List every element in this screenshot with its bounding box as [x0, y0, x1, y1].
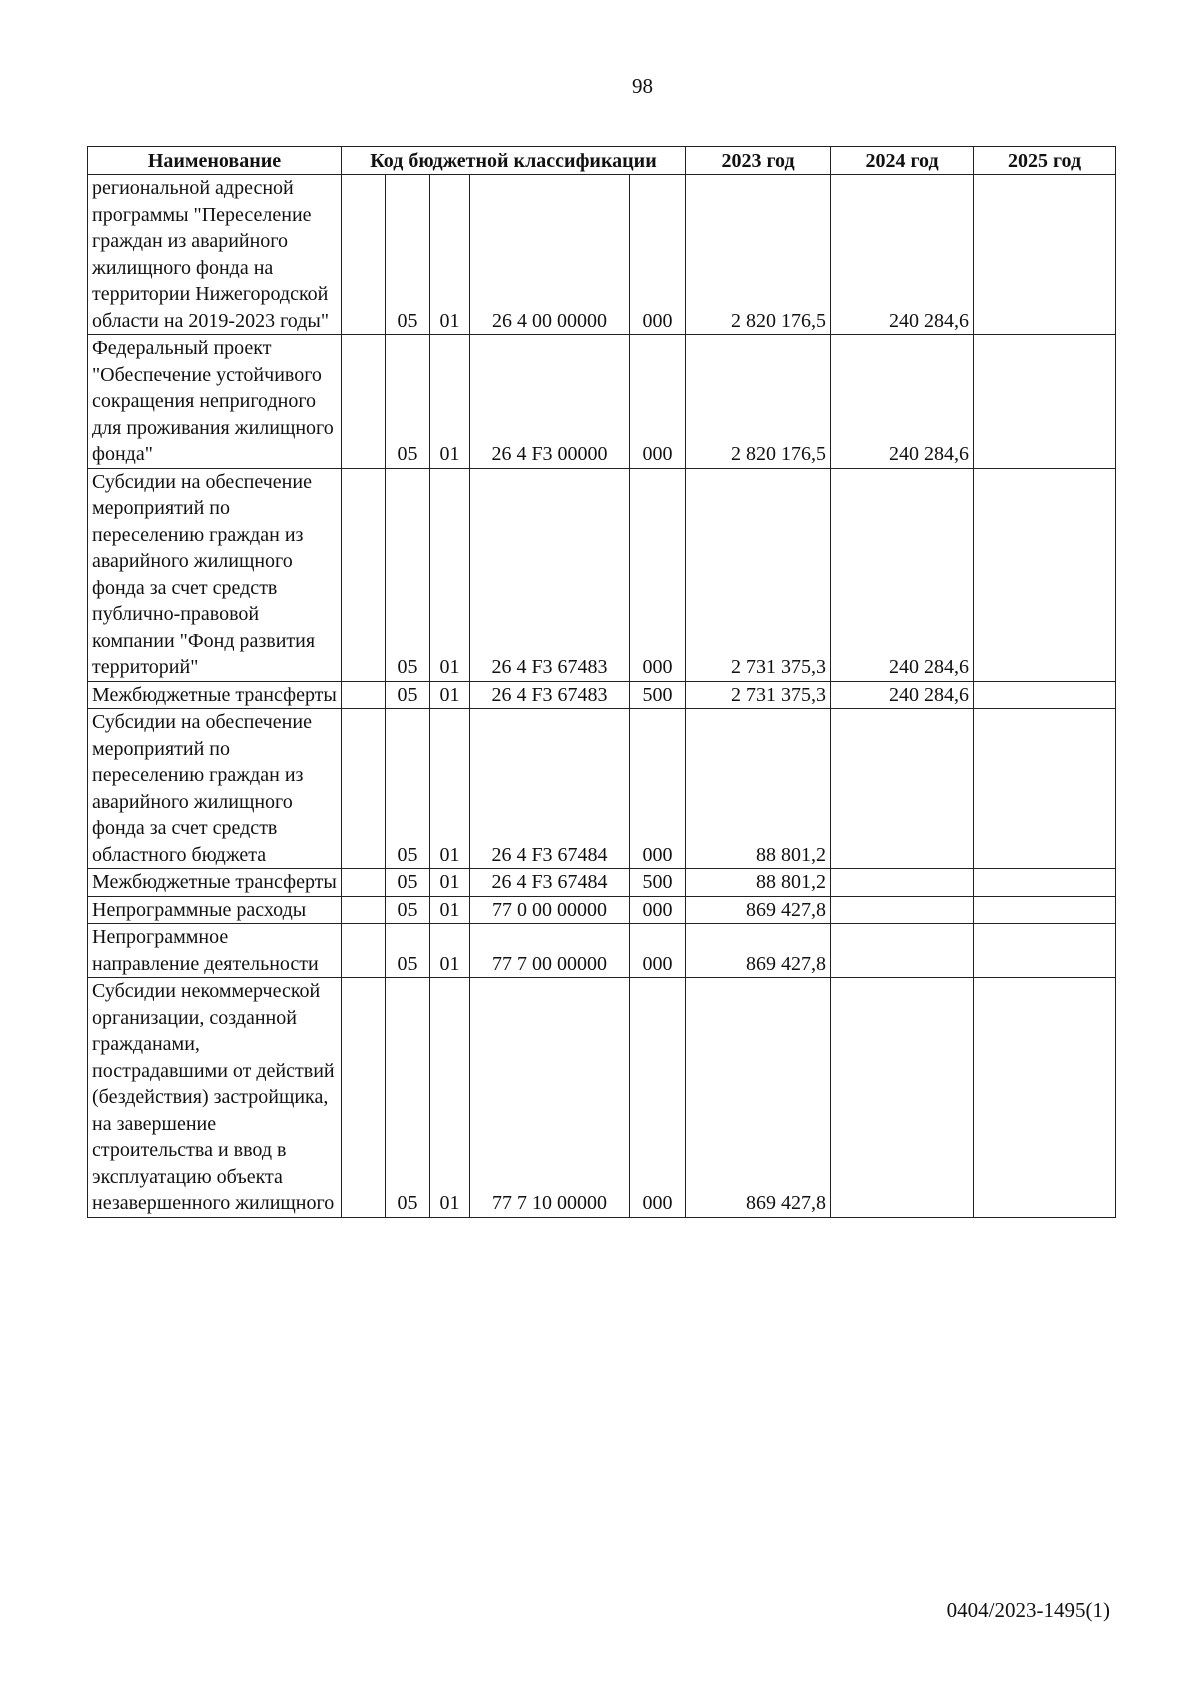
cell-name: Непрограммные расходы: [88, 896, 342, 924]
cell-c1: [342, 709, 386, 869]
cell-c3: 01: [430, 175, 470, 335]
cell-y2025: [974, 335, 1116, 469]
cell-name: Межбюджетные трансферты: [88, 681, 342, 709]
cell-y2024: [831, 709, 974, 869]
table-row: [88, 924, 1116, 978]
cell-c1: [342, 335, 386, 469]
cell-y2023: 2 820 176,5: [686, 335, 831, 469]
cell-c2: 05: [386, 335, 430, 469]
cell-y2023: 2 731 375,3: [686, 681, 831, 709]
cell-y2024: [831, 869, 974, 897]
cell-c1: [342, 175, 386, 335]
table-row: [88, 468, 1116, 681]
cell-y2024: [831, 924, 974, 978]
cell-c5: 000: [630, 468, 686, 681]
cell-y2025: [974, 175, 1116, 335]
header-2023: 2023 год: [686, 147, 831, 175]
cell-c4: 26 4 F3 67483: [470, 468, 630, 681]
cell-c5: 000: [630, 924, 686, 978]
cell-y2023: 869 427,8: [686, 924, 831, 978]
cell-c2: 05: [386, 978, 430, 1218]
cell-c3: 01: [430, 869, 470, 897]
table-row: [88, 869, 1116, 897]
cell-name: Субсидии на обеспечение мероприятий по переселению граждан из аварийного жилищного фонда за счет средств публично-правовой компании "Фонд развития территорий": [88, 468, 342, 681]
cell-c5: 500: [630, 869, 686, 897]
cell-c5: 000: [630, 978, 686, 1218]
cell-c4: 26 4 F3 67483: [470, 681, 630, 709]
cell-y2024: [831, 896, 974, 924]
cell-y2023: 2 820 176,5: [686, 175, 831, 335]
cell-c4: 26 4 F3 67484: [470, 869, 630, 897]
cell-c1: [342, 896, 386, 924]
cell-c3: 01: [430, 709, 470, 869]
cell-y2024: 240 284,6: [831, 335, 974, 469]
cell-c1: [342, 681, 386, 709]
cell-c4: 77 7 00 00000: [470, 924, 630, 978]
table-row: [88, 709, 1116, 869]
cell-c2: 05: [386, 924, 430, 978]
cell-y2025: [974, 709, 1116, 869]
cell-y2024: 240 284,6: [831, 468, 974, 681]
cell-name: Межбюджетные трансферты: [88, 869, 342, 897]
cell-y2023: 869 427,8: [686, 896, 831, 924]
cell-y2023: 2 731 375,3: [686, 468, 831, 681]
cell-c1: [342, 924, 386, 978]
cell-c4: 26 4 F3 67484: [470, 709, 630, 869]
cell-y2025: [974, 681, 1116, 709]
cell-name: региональной адресной программы "Переселение граждан из аварийного жилищного фонда на территории Нижегородской области на 2019-2023 годы": [88, 175, 342, 335]
cell-c5: 000: [630, 896, 686, 924]
table-row: [88, 335, 1116, 469]
cell-c2: 05: [386, 709, 430, 869]
cell-name: Федеральный проект "Обеспечение устойчивого сокращения непригодного для проживания жилищного фонда": [88, 335, 342, 469]
cell-c5: 000: [630, 335, 686, 469]
cell-c2: 05: [386, 681, 430, 709]
table-body: [88, 175, 1116, 1218]
cell-y2024: 240 284,6: [831, 175, 974, 335]
cell-c4: 77 7 10 00000: [470, 978, 630, 1218]
cell-y2025: [974, 978, 1116, 1218]
cell-c3: 01: [430, 335, 470, 469]
cell-c5: 000: [630, 175, 686, 335]
cell-c1: [342, 978, 386, 1218]
table-row: [88, 681, 1116, 709]
cell-c5: 000: [630, 709, 686, 869]
cell-y2025: [974, 869, 1116, 897]
cell-c2: 05: [386, 896, 430, 924]
cell-y2023: 869 427,8: [686, 978, 831, 1218]
document-code: 0404/2023-1495(1): [946, 1598, 1110, 1622]
cell-y2024: 240 284,6: [831, 681, 974, 709]
table-header-row: [88, 147, 1116, 175]
cell-name: Субсидии на обеспечение мероприятий по переселению граждан из аварийного жилищного фонда за счет средств областного бюджета: [88, 709, 342, 869]
cell-y2025: [974, 924, 1116, 978]
cell-c3: 01: [430, 896, 470, 924]
cell-c3: 01: [430, 978, 470, 1218]
cell-c5: 500: [630, 681, 686, 709]
cell-y2023: 88 801,2: [686, 869, 831, 897]
header-2025: 2025 год: [974, 147, 1116, 175]
cell-c2: 05: [386, 869, 430, 897]
header-code: Код бюджетной классификации: [342, 147, 686, 175]
table-row: [88, 978, 1116, 1218]
cell-c3: 01: [430, 468, 470, 681]
table-row: [88, 175, 1116, 335]
header-2024: 2024 год: [831, 147, 974, 175]
cell-c4: 77 0 00 00000: [470, 896, 630, 924]
cell-c2: 05: [386, 468, 430, 681]
cell-y2025: [974, 468, 1116, 681]
cell-name: Субсидии некоммерческой организации, созданной гражданами, пострадавшими от действий (бездействия) застройщика, на завершение строительства и ввод в эксплуатацию объекта незавершенного жилищного: [88, 978, 342, 1218]
cell-y2025: [974, 896, 1116, 924]
cell-c1: [342, 468, 386, 681]
cell-c3: 01: [430, 681, 470, 709]
cell-name: Непрограммное направление деятельности: [88, 924, 342, 978]
header-name: Наименование: [88, 147, 342, 175]
cell-y2024: [831, 978, 974, 1218]
budget-table: [87, 146, 1116, 1218]
cell-c1: [342, 869, 386, 897]
cell-c2: 05: [386, 175, 430, 335]
cell-c4: 26 4 F3 00000: [470, 335, 630, 469]
table-row: [88, 896, 1116, 924]
cell-c4: 26 4 00 00000: [470, 175, 630, 335]
cell-c3: 01: [430, 924, 470, 978]
page-number: 98: [632, 74, 653, 98]
cell-y2023: 88 801,2: [686, 709, 831, 869]
